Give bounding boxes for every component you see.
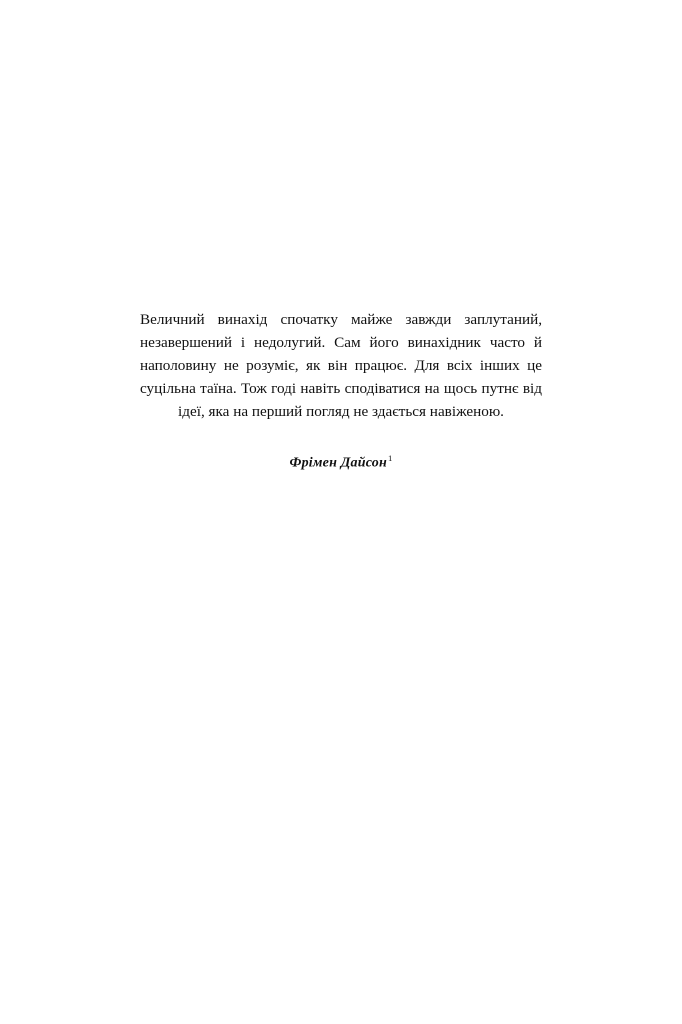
epigraph-attribution <box>140 453 542 472</box>
epigraph-author-name: Фрімен Дайсон <box>289 456 387 472</box>
footnote-marker: 1 <box>387 453 393 464</box>
epigraph-block <box>140 308 542 472</box>
epigraph-quote: Величний винахід спочатку майже завжди заплутаний, незавершений і недолугий. Сам його винахідник часто й наполовину не розуміє, як він працює. Для всіх інших це суцільна таїна. Тож годі навіть сподіватися на щось путнє від ідеї, яка на перший погляд не здається навіженою. <box>140 311 542 421</box>
